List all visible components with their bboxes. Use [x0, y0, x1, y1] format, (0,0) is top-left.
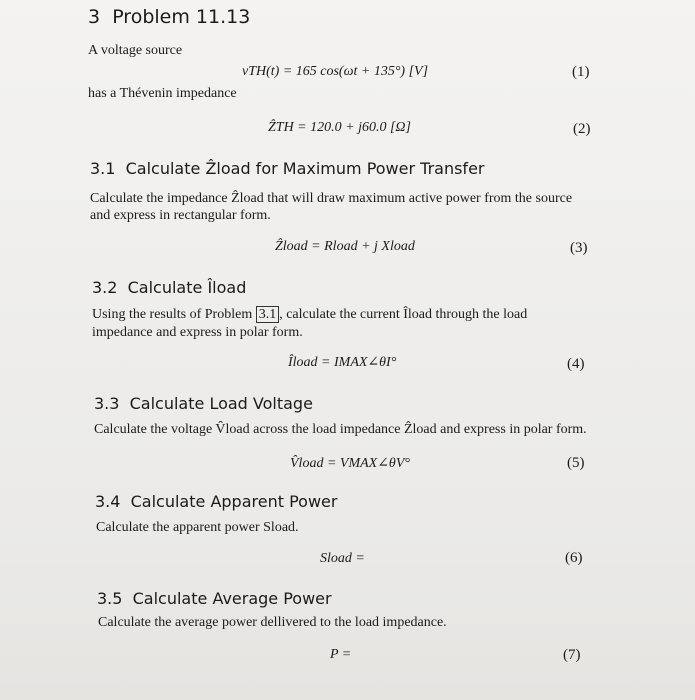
- subsection-3-1-title: Calculate Ẑload for Maximum Power Transfer: [125, 159, 485, 178]
- equation-7-number: (7): [563, 647, 581, 663]
- subsection-3-4-title: Calculate Apparent Power: [130, 492, 338, 511]
- intro-line1: A voltage source: [88, 43, 183, 58]
- subsection-3-3-title: Calculate Load Voltage: [129, 394, 313, 413]
- subsection-3-5-title: Calculate Average Power: [132, 589, 332, 608]
- equation-1-number: (1): [572, 64, 590, 80]
- subsection-3-2-body-start: Using the results of Problem: [92, 307, 253, 322]
- subsection-3-3-heading: [94, 394, 313, 413]
- equation-6-number: (6): [565, 550, 583, 566]
- equation-7: P =: [330, 647, 352, 662]
- equation-4-number: (4): [567, 356, 585, 372]
- subsection-3-5-body: Calculate the average power dellivered to the load impedance.: [98, 615, 447, 630]
- equation-2-number: (2): [573, 121, 591, 137]
- equation-5: V̂load = VMAX∠θV°: [290, 456, 410, 471]
- subsection-3-3-number: 3.3: [94, 394, 120, 413]
- subsection-3-2-heading: [92, 278, 246, 297]
- subsection-3-2-title: Calculate Îload: [127, 278, 247, 297]
- subsection-3-1-heading: [90, 159, 484, 178]
- equation-1: vTH(t) = 165 cos(ωt + 135°) [V]: [242, 64, 429, 79]
- subsection-3-4-body: Calculate the apparent power Sload.: [96, 520, 299, 535]
- subsection-3-3-body: Calculate the voltage V̂load across the load impedance Ẑload and express in polar form.: [94, 422, 587, 437]
- equation-4: Îload = IMAX∠θI°: [288, 355, 397, 370]
- equation-3-number: (3): [570, 240, 588, 256]
- equation-5-number: (5): [567, 455, 585, 471]
- subsection-3-2-body: [92, 306, 588, 342]
- equation-6: Sload =: [320, 551, 365, 566]
- subsection-3-2-number: 3.2: [92, 278, 118, 297]
- subsection-3-4-number: 3.4: [95, 492, 121, 511]
- section-heading: [88, 6, 250, 28]
- subsection-3-2-body-end: , calculate the current Îload through the load impedance and express in polar form.: [92, 307, 528, 340]
- subsection-3-5-number: 3.5: [97, 589, 123, 608]
- section-number: 3: [88, 6, 101, 28]
- section-title: Problem 11.13: [112, 6, 251, 28]
- subsection-3-1-number: 3.1: [90, 159, 116, 178]
- intro-line2: has a Thévenin impedance: [88, 86, 237, 101]
- equation-3: Ẑload = Rload + j Xload: [275, 239, 415, 254]
- subsection-3-4-heading: [95, 492, 337, 511]
- equation-2: ẐTH = 120.0 + j60.0 [Ω]: [268, 120, 411, 135]
- subsection-3-1-body: Calculate the impedance Ẑload that will draw maximum active power from the source and express in rectangular form.: [90, 191, 573, 223]
- subsection-3-5-heading: [97, 589, 332, 608]
- problem-reference-link[interactable]: 3.1: [256, 306, 280, 323]
